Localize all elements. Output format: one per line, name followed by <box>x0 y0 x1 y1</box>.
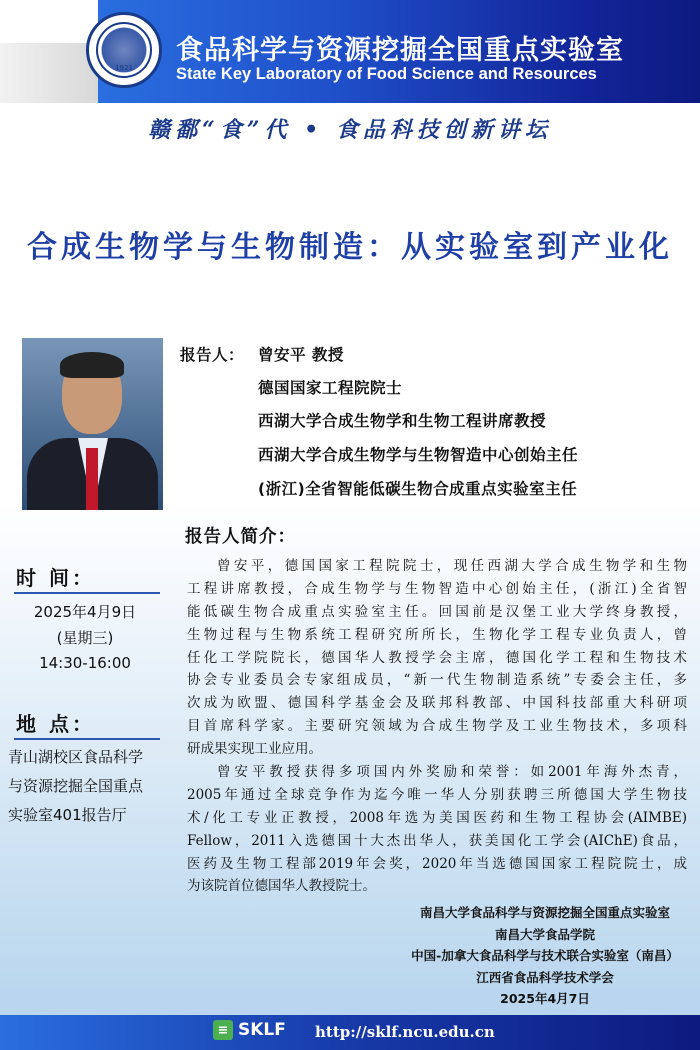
bio-line: 为该院首位德国华人教授院士。 <box>187 878 376 895</box>
bio-line: 协会专业委员会专家组成员，“新一代生物制造系统”专委会主任，多 <box>187 672 687 689</box>
sklf-text: SKLF <box>238 1020 286 1040</box>
bio-heading: 报告人简介： <box>185 527 296 547</box>
speaker-name: 曾安平 教授 <box>258 346 344 364</box>
bio-line: 工程讲席教授，合成生物学与生物智造中心创始主任，(浙江)全省智 <box>187 580 687 597</box>
bio-line: 研成果实现工业应用。 <box>187 741 322 758</box>
organizers <box>390 902 700 1010</box>
time-label: 时 间： <box>16 566 95 590</box>
event-weekday: (星期三) <box>56 629 114 647</box>
speaker-label: 报告人： <box>180 346 245 364</box>
header-grey-bar <box>0 43 98 103</box>
organizer: 中国-加拿大食品科学与技术联合实验室（南昌） <box>411 948 679 963</box>
website-link[interactable]: http://sklf.ncu.edu.cn <box>315 1023 495 1041</box>
bio-line: Fellow，2011入选德国十大杰出华人，获美国化工学会(AIChE)食品， <box>187 832 687 849</box>
place-line: 与资源挖掘全国重点 <box>8 777 144 795</box>
organizer: 南昌大学食品科学与资源挖掘全国重点实验室 <box>419 905 670 920</box>
university-logo <box>86 12 162 88</box>
place-line: 实验室401报告厅 <box>8 806 127 824</box>
place-line: 青山湖校区食品科学 <box>8 748 144 766</box>
event-hours: 14:30-16:00 <box>39 654 131 672</box>
bio-line: 能低碳生物合成重点实验室主任。回国前是汉堡工业大学终身教授， <box>187 603 687 620</box>
bio-line: 次成为欧盟、德国科学基金会及联邦科教部、中国科技部重大科研项 <box>187 695 687 712</box>
lab-name-en: State Key Laboratory of Food Science and Resources <box>176 65 597 83</box>
place-label: 地 点： <box>16 712 95 736</box>
bio-line: 曾安平，德国国家工程院院士，现任西湖大学合成生物学和生物 <box>217 558 687 574</box>
bio-line: 曾安平教授获得多项国内外奖励和荣誉：如2001年海外杰青， <box>217 764 687 781</box>
organizer: 南昌大学食品学院 <box>494 926 595 942</box>
speaker-title: (浙江)全省智能低碳生物合成重点实验室主任 <box>258 480 578 498</box>
organizer: 江西省食品科学技术学会 <box>476 969 614 985</box>
sklf-icon: ≡ <box>213 1020 233 1040</box>
tree-emblem-icon: 1921 <box>96 22 152 78</box>
speaker-title: 西湖大学合成生物学和生物工程讲席教授 <box>258 412 547 430</box>
issue-date: 2025年4月7日 <box>500 991 590 1006</box>
speaker-photo <box>22 338 163 510</box>
bio-line: 目首席科学家。主要研究领域为合成生物学及工业生物技术，多项科 <box>187 718 687 735</box>
bio-line: 术/化工专业正教授，2008年选为美国医药和生物工程协会(AIMBE) <box>187 809 687 826</box>
speaker-title: 德国国家工程院院士 <box>258 379 403 397</box>
divider <box>14 738 160 740</box>
bio-line: 生物过程与生物系统工程研究所所长，生物化学工程专业负责人，曾 <box>187 626 687 643</box>
lecture-title: 合成生物学与生物制造：从实验室到产业化 <box>27 230 673 265</box>
event-date: 2025年4月9日 <box>33 603 137 621</box>
forum-name: 赣鄱“食”代 • 食品科技创新讲坛 <box>148 117 552 143</box>
bio-line: 2005年通过全球竞争作为迄今唯一华人分别获聘三所德国大学生物技 <box>187 786 687 803</box>
bio-line: 医药及生物工程部2019年会奖，2020年当选德国国家工程院院士，成 <box>187 855 687 872</box>
sklf-logo <box>213 1020 286 1040</box>
bio-line: 任化工学院院长，德国华人教授学会主席，德国化学工程和生物技术 <box>187 649 687 666</box>
speaker-title: 西湖大学合成生物学与生物智造中心创始主任 <box>258 446 579 464</box>
divider <box>14 592 160 594</box>
lab-name-cn: 食品科学与资源挖掘全国重点实验室 <box>176 35 624 66</box>
bio-text <box>187 555 687 898</box>
